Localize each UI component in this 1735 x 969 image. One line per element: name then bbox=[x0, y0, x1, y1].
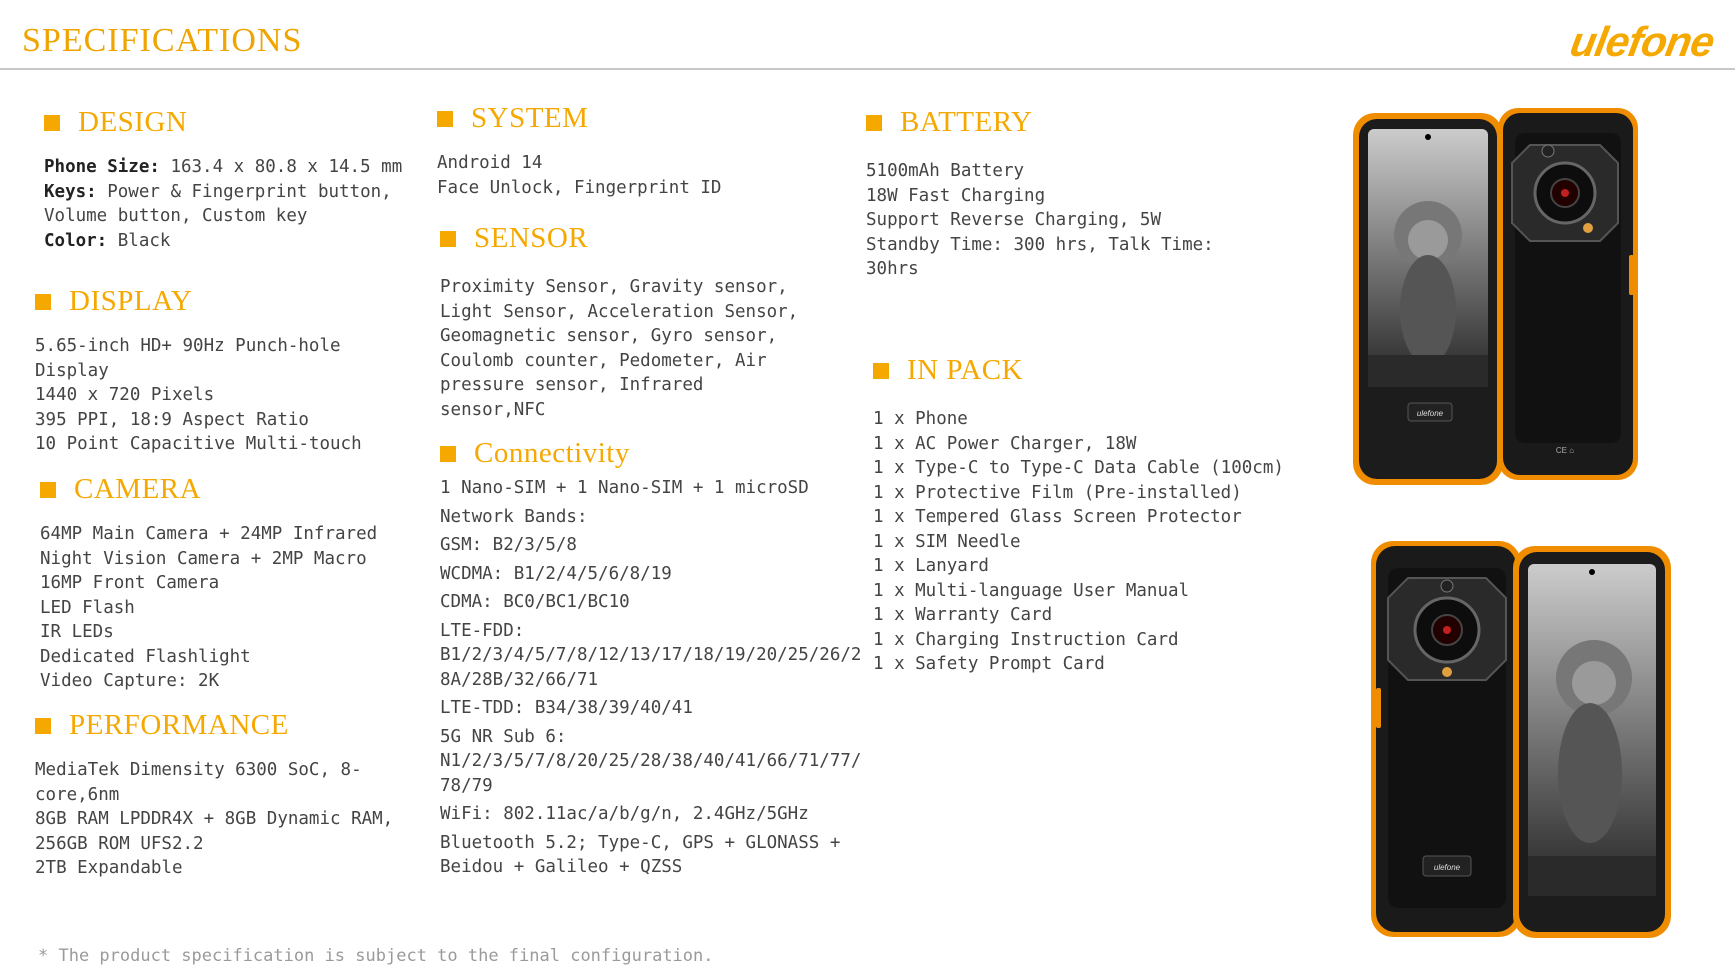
spec-line: Android 14 bbox=[437, 153, 543, 173]
list-item: 1 x Protective Film (Pre-installed) bbox=[873, 482, 1242, 503]
section-title: Connectivity bbox=[474, 437, 630, 469]
spec-line: Geomagnetic sensor, Gyro sensor, bbox=[440, 326, 778, 346]
phone-image-top bbox=[1350, 105, 1650, 485]
spec-line: Video Capture: 2K bbox=[40, 671, 220, 691]
spec-line: 256GB ROM UFS2.2 bbox=[35, 833, 204, 854]
system-section bbox=[437, 102, 721, 200]
spec-line: Coulomb counter, Pedometer, Air bbox=[440, 350, 767, 371]
list-item: 1 x Lanyard bbox=[873, 556, 989, 576]
spec-line: Keys: Power & Fingerprint button, bbox=[44, 181, 392, 202]
phone-back-image bbox=[1498, 108, 1638, 480]
spec-line: CDMA: BC0/BC1/BC10 bbox=[440, 592, 630, 612]
square-bullet-icon bbox=[873, 363, 889, 379]
spec-line: 395 PPI, 18:9 Aspect Ratio bbox=[35, 409, 309, 430]
spec-line: LTE-FDD: bbox=[440, 620, 525, 641]
spec-line: 18W Fast Charging bbox=[866, 185, 1046, 206]
section-title: PERFORMANCE bbox=[69, 709, 289, 741]
phone-front-image bbox=[1513, 546, 1671, 938]
spec-line: WiFi: 802.11ac/a/b/g/n, 2.4GHz/5GHz bbox=[440, 804, 809, 824]
section-title: DESIGN bbox=[78, 106, 188, 138]
spec-line: 16MP Front Camera bbox=[40, 573, 220, 593]
spec-line: Beidou + Galileo + QZSS bbox=[440, 857, 683, 877]
square-bullet-icon bbox=[40, 482, 56, 498]
spec-line: 64MP Main Camera + 24MP Infrared bbox=[40, 524, 378, 544]
spec-line: Network Bands: bbox=[440, 506, 588, 527]
brand-label: ulefone bbox=[1433, 863, 1461, 872]
square-bullet-icon bbox=[866, 115, 882, 131]
section-title: DISPLAY bbox=[69, 285, 193, 317]
spec-line: Night Vision Camera + 2MP Macro bbox=[40, 548, 367, 569]
square-bullet-icon bbox=[44, 115, 60, 131]
square-bullet-icon bbox=[35, 718, 51, 734]
section-title: BATTERY bbox=[900, 106, 1033, 138]
spec-line: Volume button, Custom key bbox=[44, 206, 308, 226]
svg-text:CE ⌂: CE ⌂ bbox=[1555, 446, 1575, 455]
spec-line: sensor,NFC bbox=[440, 399, 546, 420]
spec-line: IR LEDs bbox=[40, 622, 114, 642]
spec-line: 5100mAh Battery bbox=[866, 161, 1025, 181]
performance-section bbox=[35, 709, 393, 881]
spec-line: 8A/28B/32/66/71 bbox=[440, 669, 599, 690]
section-title: SYSTEM bbox=[471, 102, 589, 134]
spec-line: core,6nm bbox=[35, 784, 120, 805]
battery-section bbox=[866, 106, 1214, 282]
spec-line: 2TB Expandable bbox=[35, 858, 183, 878]
list-item: 1 x AC Power Charger, 18W bbox=[873, 433, 1137, 454]
spec-line: Display bbox=[35, 360, 109, 381]
in-pack-section bbox=[873, 354, 1284, 677]
square-bullet-icon bbox=[35, 294, 51, 310]
list-item: 1 x Multi-language User Manual bbox=[873, 580, 1190, 601]
section-title: CAMERA bbox=[74, 473, 202, 505]
phone-back-image bbox=[1371, 541, 1521, 937]
square-bullet-icon bbox=[440, 446, 456, 462]
spec-line: 1440 x 720 Pixels bbox=[35, 385, 215, 405]
spec-line: Color: Black bbox=[44, 230, 171, 251]
sensor-section bbox=[440, 222, 798, 422]
spec-line: Support Reverse Charging, 5W bbox=[866, 210, 1162, 230]
list-item: 1 x Warranty Card bbox=[873, 605, 1053, 625]
phone-image-bottom bbox=[1368, 538, 1678, 940]
section-title: SENSOR bbox=[474, 222, 589, 254]
page-title: SPECIFICATIONS bbox=[22, 22, 303, 59]
spec-line: 1 Nano-SIM + 1 Nano-SIM + 1 microSD bbox=[440, 478, 809, 498]
spec-line: N1/2/3/5/7/8/20/25/28/38/40/41/66/71/77/ bbox=[440, 751, 862, 771]
square-bullet-icon bbox=[437, 111, 453, 127]
list-item: 1 x Type-C to Type-C Data Cable (100cm) bbox=[873, 458, 1284, 478]
list-item: 1 x Charging Instruction Card bbox=[873, 629, 1179, 650]
phone-front-image bbox=[1353, 113, 1503, 485]
brand-label: ulefone bbox=[1416, 409, 1444, 418]
spec-line: 10 Point Capacitive Multi-touch bbox=[35, 434, 362, 454]
list-item: 1 x Phone bbox=[873, 409, 968, 429]
spec-line: Phone Size: 163.4 x 80.8 x 14.5 mm bbox=[44, 157, 403, 177]
spec-line: Bluetooth 5.2; Type-C, GPS + GLONASS + bbox=[440, 832, 841, 853]
spec-line: WCDMA: B1/2/4/5/6/8/19 bbox=[440, 563, 672, 584]
spec-line: 30hrs bbox=[866, 259, 919, 279]
spec-line: Dedicated Flashlight bbox=[40, 646, 251, 667]
spec-line: MediaTek Dimensity 6300 SoC, 8- bbox=[35, 760, 362, 780]
brand-logo: ulefone bbox=[1566, 18, 1718, 65]
spec-line: Light Sensor, Acceleration Sensor, bbox=[440, 301, 799, 322]
list-item: 1 x Safety Prompt Card bbox=[873, 654, 1105, 674]
spec-line: 5G NR Sub 6: bbox=[440, 726, 567, 747]
spec-line: LED Flash bbox=[40, 597, 135, 618]
spec-line: pressure sensor, Infrared bbox=[440, 375, 704, 395]
square-bullet-icon bbox=[440, 231, 456, 247]
spec-line: 8GB RAM LPDDR4X + 8GB Dynamic RAM, bbox=[35, 809, 394, 829]
camera-section bbox=[40, 473, 377, 694]
header-divider bbox=[0, 68, 1735, 70]
connectivity-section bbox=[440, 437, 861, 884]
spec-line: Face Unlock, Fingerprint ID bbox=[437, 177, 722, 198]
spec-line: LTE-TDD: B34/38/39/40/41 bbox=[440, 698, 693, 718]
spec-line: 5.65-inch HD+ 90Hz Punch-hole bbox=[35, 336, 341, 356]
spec-line: GSM: B2/3/5/8 bbox=[440, 535, 577, 555]
footnote: * The product specification is subject to the final configuration. bbox=[38, 946, 714, 966]
spec-line: Proximity Sensor, Gravity sensor, bbox=[440, 277, 788, 297]
design-section bbox=[44, 106, 402, 253]
section-title: IN PACK bbox=[907, 354, 1024, 386]
spec-line: Standby Time: 300 hrs, Talk Time: bbox=[866, 234, 1214, 255]
display-section bbox=[35, 285, 362, 457]
list-item: 1 x SIM Needle bbox=[873, 531, 1021, 552]
spec-line: 78/79 bbox=[440, 775, 493, 796]
spec-line: B1/2/3/4/5/7/8/12/13/17/18/19/20/25/26/2 bbox=[440, 645, 862, 665]
list-item: 1 x Tempered Glass Screen Protector bbox=[873, 507, 1242, 527]
